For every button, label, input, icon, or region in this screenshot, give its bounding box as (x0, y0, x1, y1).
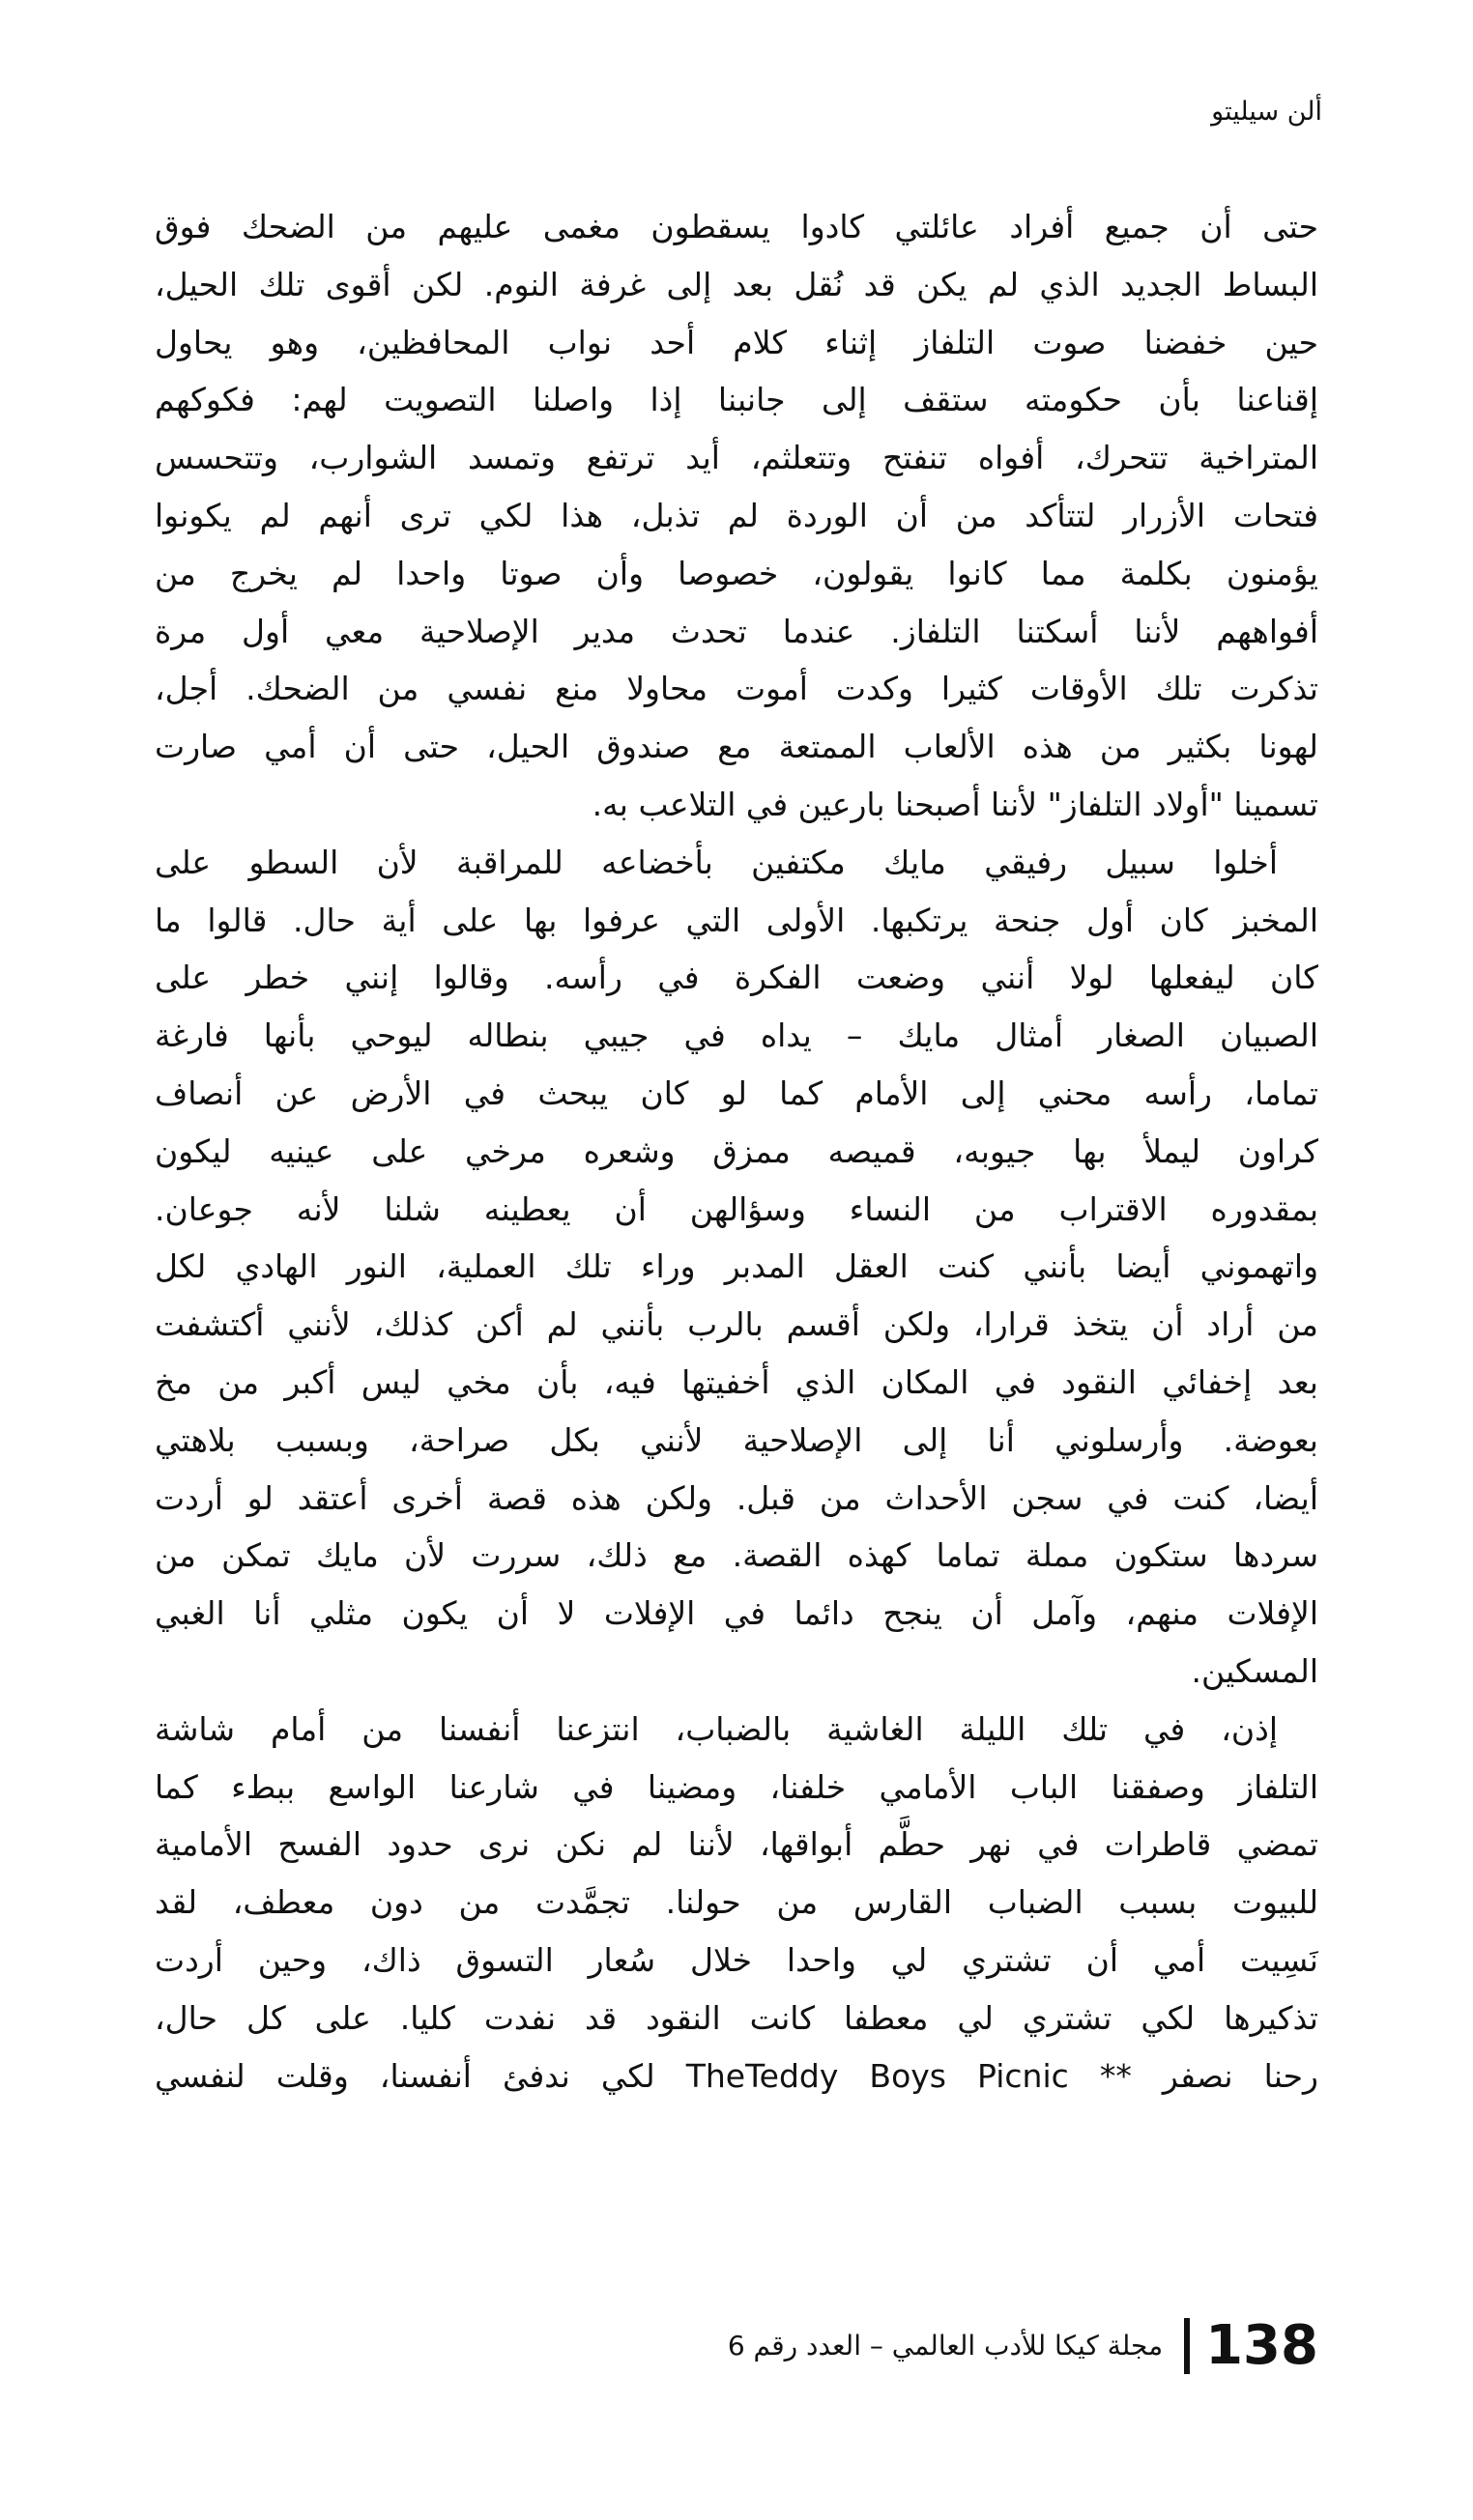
text-line: حتى أن جميع أفراد عائلتي كادوا يسقطون مغمى عليهم من الضحك فوق (155, 208, 1318, 245)
text-line: الصبيان الصغار أمثال مايك – يداه في جيبي بنطاله ليوحي بأنها فارغة (155, 1017, 1318, 1055)
text-line: تماما، رأسه محني إلى الأمام كما لو كان يبحث في الأرض عن أنصاف (155, 1074, 1318, 1112)
footer-divider (1184, 2318, 1190, 2374)
text-line: يؤمنون بكلمة مما كانوا يقولون، خصوصا وأن صوتا واحدا لم يخرج من (155, 554, 1318, 592)
page-footer (728, 2315, 1318, 2377)
text-line: أفواههم لأننا أسكتنا التلفاز. عندما تحدث مدير الإصلاحية معي أول مرة (155, 612, 1318, 650)
text-line: سردها ستكون مملة تماما كهذه القصة. مع ذلك، سررت لأن مايك تمكن من (155, 1536, 1318, 1575)
page-number: 138 (1205, 2314, 1318, 2377)
text-line: تذكيرها لكي تشتري لي معطفا كانت النقود قد نفدت كليا. على كل حال، (155, 1998, 1318, 2037)
body-text (155, 198, 1318, 2105)
text-line: أيضا، كنت في سجن الأحداث من قبل. ولكن هذه قصة أخرى أعتقد لو أردت (155, 1478, 1318, 1517)
text-line: حين خفضنا صوت التلفاز إثناء كلام أحد نواب المحافظين، وهو يحاول (155, 323, 1318, 361)
text-line: للبيوت بسبب الضباب القارس من حولنا. تجمَّدت من دون معطف، لقد (155, 1883, 1318, 1922)
text-line: بعد إخفائي النقود في المكان الذي أخفيتها فيه، بأن مخي ليس أكبر من مخ (155, 1362, 1318, 1401)
text-line: أخلوا سبيل رفيقي مايك مكتفين بأخضاعه للمراقبة لأن السطو على (155, 843, 1278, 881)
text-line: نَسِيت أمي أن تشتري لي واحدا خلال سُعار التسوق ذاك، وحين أردت (155, 1940, 1318, 1979)
text-line: كراون ليملأ بها جيوبه، قميصه ممزق وشعره مرخي على عينيه ليكون (155, 1131, 1318, 1170)
text-line: المتراخية تتحرك، أفواه تنفتح وتتعلثم، أيد ترتفع وتمسد الشوارب، وتتحسس (155, 439, 1318, 477)
text-line: الإفلات منهم، وآمل أن ينجح دائما في الإفلات لا أن يكون مثلي أنا الغبي (155, 1594, 1318, 1633)
running-header-author: ألن سيليتو (1211, 97, 1322, 127)
text-line: فتحات الأزرار لتتأكد من أن الوردة لم تذبل، هذا لكي ترى أنهم لم يكونوا (155, 496, 1318, 534)
text-line: لهونا بكثير من هذه الألعاب الممتعة مع صندوق الحيل، حتى أن أمي صارت (155, 728, 1318, 766)
text-line: إقناعنا بأن حكومته ستقف إلى جانبنا إذا واصلنا التصويت لهم: فكوكهم (155, 381, 1318, 419)
text-line: من أراد أن يتخذ قرارا، ولكن أقسم بالرب بأنني لم أكن كذلك، لأنني أكتشفت (155, 1305, 1318, 1344)
text-line: تمضي قاطرات في نهر حطَّم أبواقها، لأننا لم نكن نرى حدود الفسح الأمامية (155, 1825, 1318, 1864)
text-line: البساط الجديد الذي لم يكن قد نُقل بعد إلى غرفة النوم. لكن أقوى تلك الحيل، (155, 265, 1318, 303)
footer-journal-title: مجلة كيكا للأدب العالمي – العدد رقم 6 (727, 2330, 1164, 2362)
text-line: بعوضة. وأرسلوني أنا إلى الإصلاحية لأنني بكل صراحة، وبسبب بلاهتي (155, 1420, 1318, 1459)
text-line: المخبز كان أول جنحة يرتكبها. الأولى التي عرفوا بها على أية حال. قالوا ما (155, 901, 1318, 939)
text-line: تسمينا "أولاد التلفاز" لأننا أصبحنا بارعين في التلاعب به. (592, 785, 1318, 823)
text-line: واتهموني أيضا بأنني كنت العقل المدبر وراء تلك العملية، النور الهادي لكل (155, 1247, 1318, 1286)
text-line: إذن، في تلك الليلة الغاشية بالضباب، انتزعنا أنفسنا من أمام شاشة (155, 1709, 1278, 1748)
text-line: بمقدوره الاقتراب من النساء وسؤالهن أن يعطينه شلنا لأنه جوعان. (155, 1189, 1318, 1228)
text-line: كان ليفعلها لولا أنني وضعت الفكرة في رأسه. وقالوا إنني خطر على (155, 959, 1318, 997)
text-line: المسكين. (1191, 1651, 1318, 1690)
text-line: تذكرت تلك الأوقات كثيرا وكدت أموت محاولا منع نفسي من الضحك. أجل، (155, 670, 1318, 708)
text-line: رحنا نصفر ** TheTeddy Boys Picnic لكي ندفئ أنفسنا، وقلت لنفسي (155, 2056, 1318, 2095)
text-line: التلفاز وصفقنا الباب الأمامي خلفنا، ومضينا في شارعنا الواسع ببطء كما (155, 1767, 1318, 1806)
